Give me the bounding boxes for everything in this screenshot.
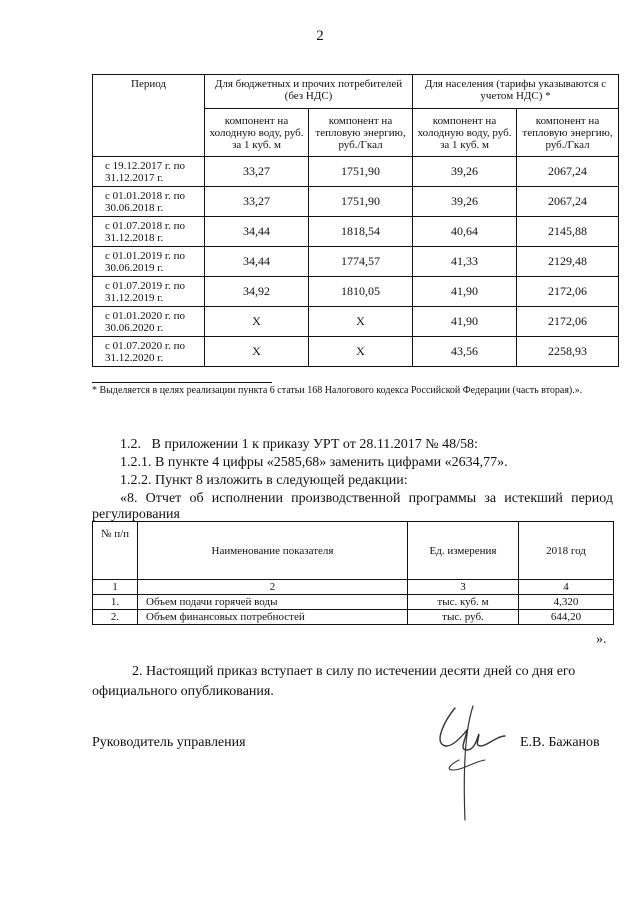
budget-heat-cell: X	[309, 307, 413, 337]
budget-heat-cell: X	[309, 337, 413, 367]
budget-heat-cell: 1774,57	[309, 247, 413, 277]
table-row	[93, 247, 619, 277]
budget-cold-cell: 33,27	[205, 187, 309, 217]
budget-cold-cell: 34,44	[205, 247, 309, 277]
footnote-divider	[92, 382, 272, 383]
header-population-group: Для населения (тарифы указываются с учетом НДС) *	[413, 75, 619, 109]
indicator-name-cell: Объем подачи горячей воды	[138, 595, 408, 610]
value-cell: 644,20	[519, 610, 614, 625]
table-row	[93, 277, 619, 307]
paragraph-1-2-1: 1.2.1. В пункте 4 цифры «2585,68» заменить цифрами «2634,77».	[120, 455, 508, 470]
budget-cold-cell: 34,92	[205, 277, 309, 307]
population-heat-cell: 2145,88	[517, 217, 619, 247]
table-row	[93, 187, 619, 217]
index-cell: 2	[138, 580, 408, 595]
budget-heat-cell: 1751,90	[309, 187, 413, 217]
table-row	[93, 217, 619, 247]
budget-cold-cell: X	[205, 307, 309, 337]
population-cold-cell: 43,56	[413, 337, 517, 367]
index-cell: 3	[408, 580, 519, 595]
header-budget-group: Для бюджетных и прочих потребителей (без НДС)	[205, 75, 413, 109]
table-row	[93, 337, 619, 367]
budget-heat-cell: 1751,90	[309, 157, 413, 187]
header-heat-population: компонент на тепловую энергию, руб./Гкал	[517, 109, 619, 157]
period-cell: с 19.12.2017 г. по 31.12.2017 г.	[93, 157, 205, 187]
header-period: Период	[93, 75, 205, 157]
population-cold-cell: 39,26	[413, 157, 517, 187]
population-cold-cell: 41,90	[413, 307, 517, 337]
paragraph-2: 2. Настоящий приказ вступает в силу по истечении десяти дней со дня его официального опубликования.	[92, 664, 576, 699]
population-cold-cell: 41,90	[413, 277, 517, 307]
paragraph-1-2-2: 1.2.2. Пункт 8 изложить в следующей редакции:	[120, 473, 408, 488]
population-cold-cell: 41,33	[413, 247, 517, 277]
paragraph-1-2: 1.2. В приложении 1 к приказу УРТ от 28.11.2017 № 48/58:	[120, 437, 478, 452]
population-heat-cell: 2067,24	[517, 187, 619, 217]
page-number: 2	[316, 28, 324, 44]
header-cold-water-population: компонент на холодную воду, руб. за 1 куб. м	[413, 109, 517, 157]
row-number-cell: 2.	[93, 610, 138, 625]
table-row	[93, 307, 619, 337]
header-number: № п/п	[93, 522, 138, 580]
population-heat-cell: 2172,06	[517, 307, 619, 337]
signer-title: Руководитель управления	[92, 735, 246, 750]
population-heat-cell: 2129,48	[517, 247, 619, 277]
population-cold-cell: 40,64	[413, 217, 517, 247]
row-number-cell: 1.	[93, 595, 138, 610]
population-heat-cell: 2258,93	[517, 337, 619, 367]
population-heat-cell: 2172,06	[517, 277, 619, 307]
budget-cold-cell: X	[205, 337, 309, 367]
budget-heat-cell: 1810,05	[309, 277, 413, 307]
population-heat-cell: 2067,24	[517, 157, 619, 187]
table-row	[93, 157, 619, 187]
budget-heat-cell: 1818,54	[309, 217, 413, 247]
closing-quote: ».	[596, 632, 607, 647]
period-cell: с 01.01.2019 г. по 30.06.2019 г.	[93, 247, 205, 277]
header-year: 2018 год	[519, 522, 614, 580]
index-cell: 1	[93, 580, 138, 595]
tariff-table	[92, 74, 619, 367]
paragraph-8: «8. Отчет об исполнении производственной программы за истекший период регулирования	[92, 491, 613, 522]
index-row	[93, 580, 614, 595]
budget-cold-cell: 33,27	[205, 157, 309, 187]
table-row	[93, 595, 614, 610]
period-cell: с 01.07.2018 г. по 31.12.2018 г.	[93, 217, 205, 247]
program-table	[92, 521, 614, 625]
header-unit: Ед. измерения	[408, 522, 519, 580]
population-cold-cell: 39,26	[413, 187, 517, 217]
header-indicator-name: Наименование показателя	[138, 522, 408, 580]
header-heat-budget: компонент на тепловую энергию, руб./Гкал	[309, 109, 413, 157]
period-cell: с 01.01.2020 г. по 30.06.2020 г.	[93, 307, 205, 337]
unit-cell: тыс. руб.	[408, 610, 519, 625]
index-cell: 4	[519, 580, 614, 595]
header-cold-water-budget: компонент на холодную воду, руб. за 1 куб. м	[205, 109, 309, 157]
value-cell: 4,320	[519, 595, 614, 610]
indicator-name-cell: Объем финансовых потребностей	[138, 610, 408, 625]
signer-name: Е.В. Бажанов	[520, 735, 600, 750]
footnote: * Выделяется в целях реализации пункта 6 статьи 168 Налогового кодекса Российской Федерации (часть вторая).».	[92, 385, 583, 396]
signature-image	[415, 700, 535, 840]
period-cell: с 01.01.2018 г. по 30.06.2018 г.	[93, 187, 205, 217]
table-row	[93, 610, 614, 625]
budget-cold-cell: 34,44	[205, 217, 309, 247]
unit-cell: тыс. куб. м	[408, 595, 519, 610]
period-cell: с 01.07.2019 г. по 31.12.2019 г.	[93, 277, 205, 307]
period-cell: с 01.07.2020 г. по 31.12.2020 г.	[93, 337, 205, 367]
